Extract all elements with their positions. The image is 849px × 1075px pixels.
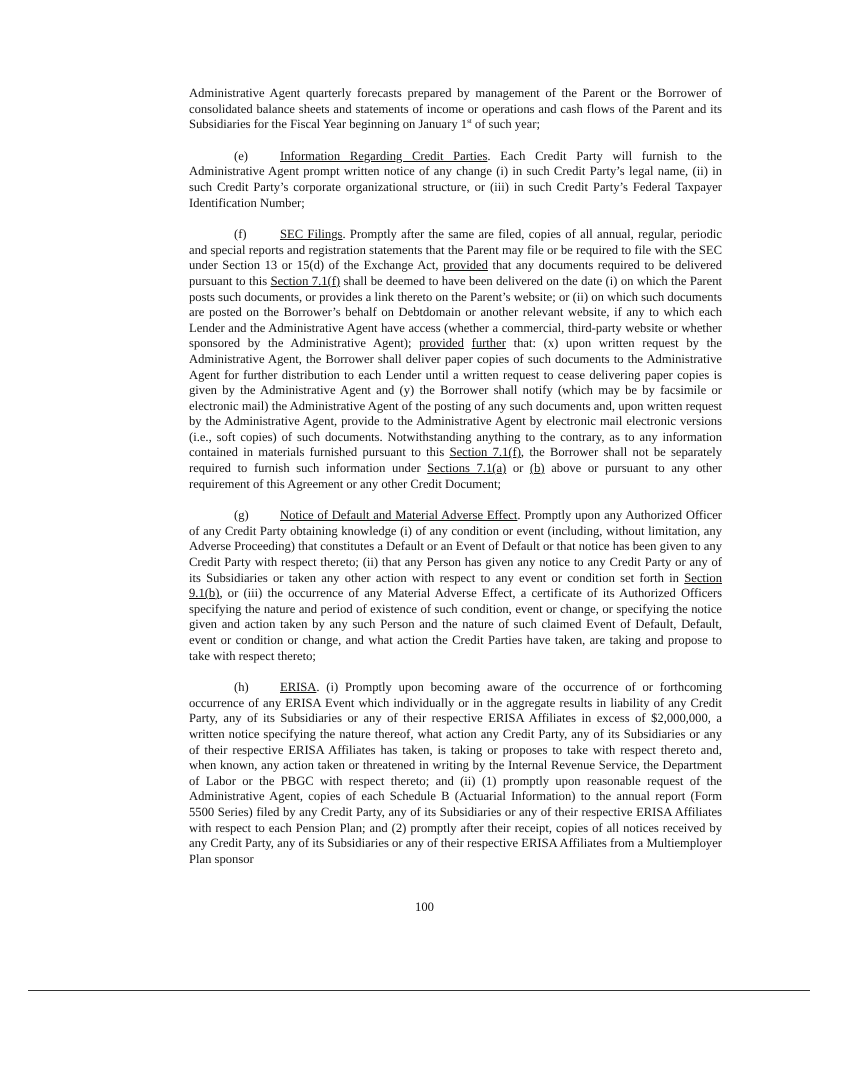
section-f-label: (f) (234, 227, 247, 242)
section-g-title: Notice of Default and Material Adverse Effect (280, 508, 518, 523)
section-f-text: . Promptly after the same are filed, copies of all annual, regular, periodic and special reports and registration statements that the Parent may file or be required to file with the SEC under Section 13 or 15(d) of the Exchange Act, (189, 227, 722, 273)
section-g-text: . Promptly upon any Authorized Officer of any Credit Party obtaining knowledge (i) of any condition or event (including, without limitation, any Adverse Proceeding) that constitutes a Default or an Event of Default or that notice has been given to any Credit Party with respect thereto; (ii) that any Person has given any notice to any Credit Party or any of its Subsidiaries or taken any other action with respect to any event or condition set forth in (189, 508, 723, 585)
further-term: further (471, 336, 506, 351)
intro-paragraph (189, 86, 722, 133)
intro-text: Administrative Agent quarterly forecasts prepared by management of the Parent or the Borrower of consolidated balance sheets and statements of income or operations and cash flows of the Parent and its Subsidiaries for the Fiscal Year beginning on January 1 (189, 86, 722, 132)
section-g-label: (g) (234, 508, 249, 523)
section-f-text: that: (x) upon written request by the Administrative Agent, the Borrower shall deliver paper copies of such documents to the Administrative Agent for further distribution to each Lender until a written request to cease delivering paper copies is given by the Administrative Agent and (y) the Borrower shall notify (which may be by facsimile or electronic mail) the Administrative Agent of the posting of any such documents and, upon written request by the Administrative Agent, provide to the Administrative Agent by electronic mail electronic versions (i.e., soft copies) of such documents. Notwithstanding anything to the contrary, as to any information contained in materials furnished pursuant to this (189, 336, 722, 460)
section-reference: Section 7.1(f) (270, 273, 341, 288)
section-h-label: (h) (234, 680, 249, 695)
section-h-title: ERISA (280, 680, 317, 695)
section-f-text: or (506, 461, 530, 476)
page-number: 100 (415, 900, 434, 914)
section-f-title: SEC Filings (280, 227, 343, 242)
section-h-text: . (i) Promptly upon becoming aware of the occurrence of or forthcoming occurrence of any ERISA Event which individually or in the aggregate results in liability of any Credit Party, any of its Subsidiaries or any of their respective ERISA Affiliates in excess of $2,000,000, a written notice specifying the nature thereof, what action any Credit Party, any of its Subsidiaries or any of their respective ERISA Affiliates has taken, is taking or proposes to take with respect thereto and, when known, any action taken or threatened in writing by the Internal Revenue Service, the Department of Labor or the PBGC with respect thereto; and (ii) (1) promptly upon reasonable request of the Administrative Agent, copies of each Schedule B (Actuarial Information) to the annual report (Form 5500 Series) filed by any Credit Party, any of its Subsidiaries or any of their respective ERISA Affiliates with respect to each Pension Plan; and (2) promptly after their receipt, copies of all notices received by any Credit Party, any of its Subsidiaries or any of their respective ERISA Affiliates from a Multiemployer Plan sponsor (189, 680, 722, 866)
intro-text-end: of such year; (471, 117, 540, 132)
section-g-text: , or (iii) the occurrence of any Material Adverse Effect, a certificate of its Authorized Officers specifying the nature and period of existence of such condition, event or change, or specifying the notice given and action taken by any such Person and the nature of such claimed Event of Default, Default, event or condition or change, and what action the Credit Parties have taken, are taking and propose to take with respect thereto; (189, 586, 722, 663)
section-reference: Section 9.1(b) (189, 570, 722, 601)
provided-term: provided (419, 336, 464, 351)
section-reference: Sections 7.1(a) (427, 461, 507, 476)
ordinal-suffix: st (467, 117, 472, 125)
document-body (189, 86, 722, 883)
section-f-text: above or pursuant to any other requirement of this Agreement or any other Credit Document; (189, 461, 722, 491)
section-f-text: shall be deemed to have been delivered on the date (i) on which the Parent posts such documents, or provides a link thereto on the Parent’s website; or (ii) on which such documents are posted on the Borrower’s behalf on Debtdomain or another relevant website, if any to which each Lender and the Administrative Agent have access (whether a commercial, third-party website or whether sponsored by the Administrative Agent); (189, 273, 723, 351)
section-h-paragraph (189, 680, 722, 867)
section-f-paragraph (189, 227, 722, 492)
section-f-text: , the Borrower shall not be separately required to furnish such information under (189, 445, 723, 476)
section-reference: Section 7.1(f) (449, 445, 521, 460)
section-g-paragraph (189, 508, 722, 664)
section-e-title: Information Regarding Credit Parties (280, 148, 488, 163)
section-f-text: that any documents required to be delivered pursuant to this (189, 258, 722, 288)
footer-divider (28, 990, 810, 991)
section-e-paragraph (189, 149, 722, 211)
section-e-label: (e) (234, 148, 248, 163)
section-e-text: . Each Credit Party will furnish to the Administrative Agent prompt written notice of any change (i) in such Credit Party’s legal name, (ii) in such Credit Party’s corporate organizational structure, or (iii) in such Credit Party’s Federal Taxpayer Identification Number; (189, 148, 722, 210)
provided-term: provided (443, 258, 488, 273)
section-reference: (b) (529, 461, 545, 476)
